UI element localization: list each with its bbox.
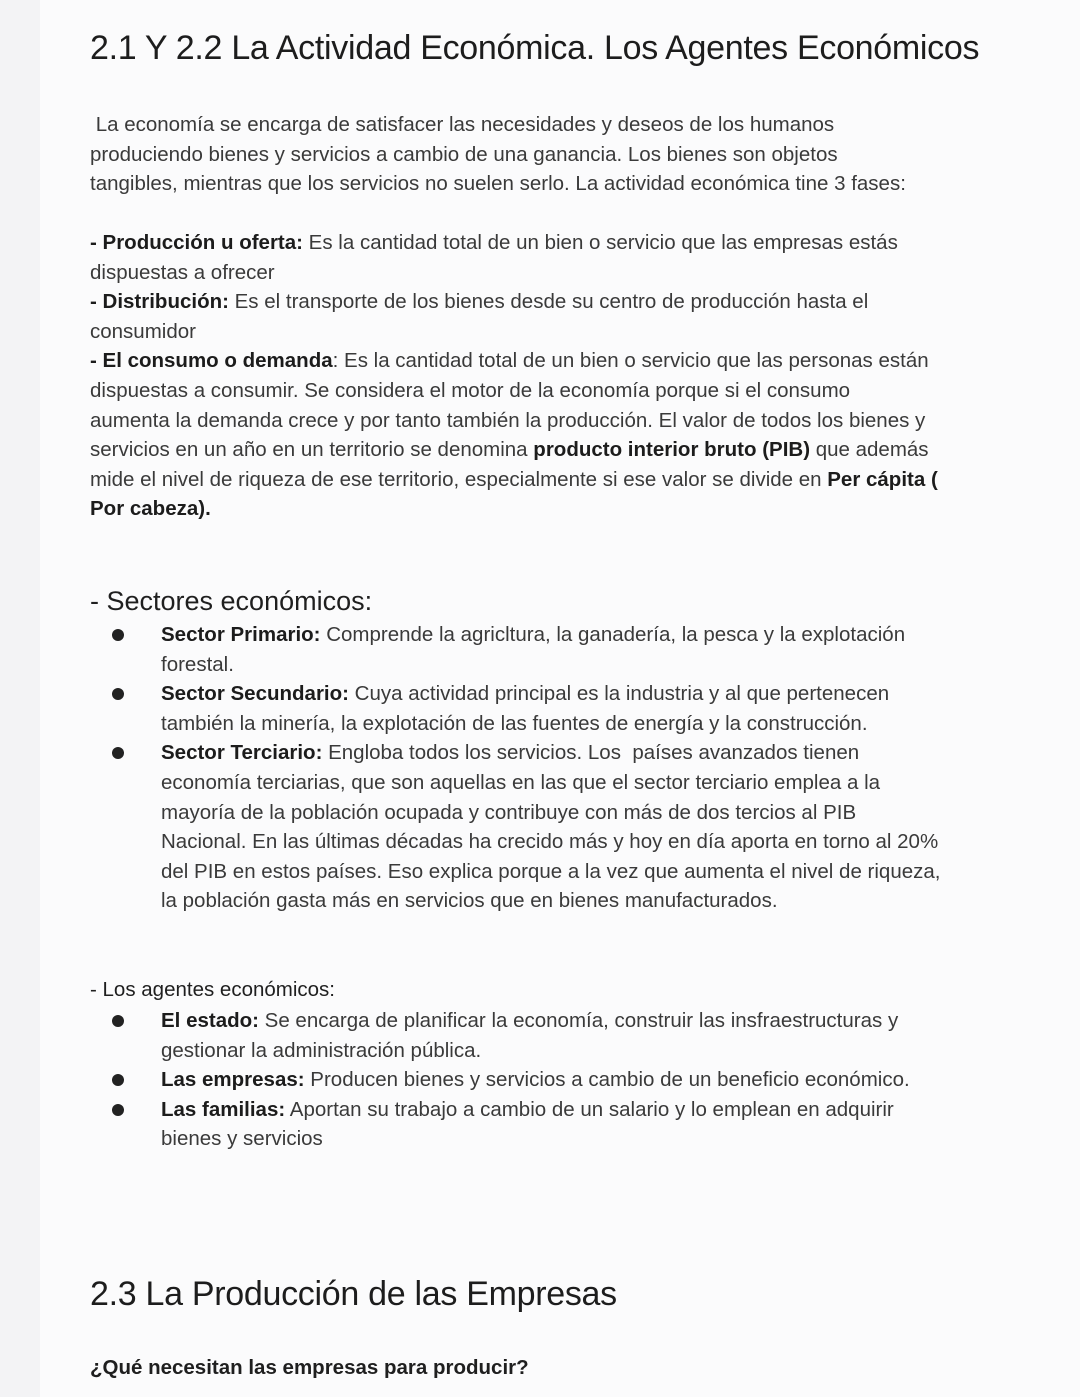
sector-secundario-label: Sector Secundario: (161, 682, 349, 706)
sector-terciario-line-2: economía terciarias, que son aquellas en las que el sector terciario emplea a la (161, 770, 881, 794)
estado-line (161, 1006, 1020, 1036)
consumo-line-4-a: servicios en un año en un territorio se denomina (90, 438, 534, 462)
pib-term: producto interior bruto (PIB) (533, 438, 811, 462)
section-title-2-1: 2.1 Y 2.2 La Actividad Económica. Los Agentes Económicos (90, 29, 980, 67)
consumo-label: - El consumo o demanda (90, 349, 333, 373)
agentes-list (90, 1006, 1020, 1154)
list-item (90, 620, 1020, 679)
per-capita-term: Per cápita ( (827, 467, 938, 491)
sector-terciario-line-6: la población gasta más en servicios que en bienes manufacturados. (161, 889, 778, 913)
document-page (40, 0, 1080, 1397)
consumo-line-5 (90, 465, 1010, 495)
bullet-icon (112, 747, 124, 759)
familias-line-2: bienes y servicios (161, 1127, 323, 1151)
sector-terciario-line-5: del PIB en estos países. Eso explica porque a la vez que aumenta el nivel de riqueza, (161, 859, 941, 883)
sector-terciario-text: Engloba todos los servicios. Los países avanzados tienen (322, 741, 860, 765)
sector-primario-line-2: forestal. (161, 652, 234, 676)
sector-terciario-line (161, 738, 1020, 768)
section-title-2-3: 2.3 La Producción de las Empresas (90, 1275, 617, 1313)
agentes-heading: - Los agentes económicos: (90, 978, 335, 1001)
consumo-line-5-a: mide el nivel de riqueza de ese territorio, especialmente si ese valor se divide en (90, 467, 828, 491)
sector-primario-line (161, 620, 1020, 650)
sector-primario-text: Comprende la agricltura, la ganadería, la pesca y la explotación (320, 623, 906, 646)
sector-terciario-line-4: Nacional. En las últimas décadas ha crecido más y hoy en día aporta en torno al 20% (161, 830, 939, 854)
consumo-line-4 (90, 435, 1010, 465)
distribucion-label: - Distribución: (90, 290, 229, 314)
empresas-line (161, 1065, 1020, 1095)
list-item (90, 1006, 1020, 1065)
sector-primario-label: Sector Primario: (161, 623, 321, 646)
bullet-icon (112, 688, 124, 700)
distribucion-line (90, 287, 1010, 317)
sector-terciario-line-3: mayoría de la población ocupada y contribuye con más de dos tercios al PIB (161, 800, 857, 824)
bullet-icon (112, 1015, 124, 1027)
bullet-icon (112, 1074, 124, 1086)
sectores-heading: - Sectores económicos: (90, 586, 373, 616)
estado-line-2: gestionar la administración pública. (161, 1038, 482, 1062)
sector-terciario-label: Sector Terciario: (161, 741, 323, 765)
distribucion-text: Es el transporte de los bienes desde su centro de producción hasta el (228, 290, 869, 314)
question-heading: ¿Qué necesitan las empresas para producir? (90, 1356, 529, 1379)
empresas-text: Producen bienes y servicios a cambio de un beneficio económico. (304, 1068, 910, 1092)
sector-secundario-line (161, 679, 1020, 709)
familias-label: Las familias: (161, 1097, 286, 1121)
estado-label: El estado: (161, 1009, 259, 1032)
sector-secundario-line-2: también la minería, la explotación de las fuentes de energía y la construcción. (161, 711, 868, 735)
produccion-label: - Producción u oferta: (90, 231, 303, 254)
list-item (90, 738, 1020, 916)
bullet-icon (112, 1104, 124, 1116)
consumo-line (90, 346, 1010, 376)
familias-text: Aportan su trabajo a cambio de un salario y lo emplean en adquirir (285, 1097, 894, 1121)
consumo-line-3: aumenta la demanda crece y por tanto también la producción. El valor de todos los bienes y (90, 408, 926, 432)
produccion-text: Es la cantidad total de un bien o servicio que las empresas estás (302, 231, 898, 254)
distribucion-line-2: consumidor (90, 319, 196, 343)
por-cabeza-term: Por cabeza). (90, 497, 211, 521)
intro-line: La economía se encarga de satisfacer las necesidades y deseos de los humanos (90, 113, 835, 136)
produccion-line-2: dispuestas a ofrecer (90, 260, 275, 284)
consumo-line-2: dispuestas a consumir. Se considera el motor de la economía porque si el consumo (90, 378, 851, 402)
list-item (90, 679, 1020, 738)
estado-text: Se encarga de planificar la economía, construir las insfraestructuras y (258, 1009, 899, 1032)
sector-secundario-text: Cuya actividad principal es la industria y al que pertenecen (348, 682, 890, 706)
list-item (90, 1095, 1020, 1154)
consumo-text: : Es la cantidad total de un bien o servicio que las personas están (332, 349, 929, 373)
intro-line: tangibles, mientras que los servicios no suelen serlo. La actividad económica tine 3 fases: (90, 172, 906, 196)
list-item (90, 1065, 1020, 1095)
intro-paragraph (90, 110, 1010, 199)
intro-line: produciendo bienes y servicios a cambio de una ganancia. Los bienes son objetos (90, 142, 838, 166)
consumo-line-6 (90, 494, 1010, 524)
familias-line (161, 1095, 1020, 1125)
fases-paragraph (90, 228, 1010, 524)
produccion-line (90, 228, 1010, 258)
bullet-icon (112, 629, 124, 641)
empresas-label: Las empresas: (161, 1068, 305, 1092)
consumo-line-4-b: que además (810, 438, 929, 462)
sectores-list (90, 620, 1020, 916)
